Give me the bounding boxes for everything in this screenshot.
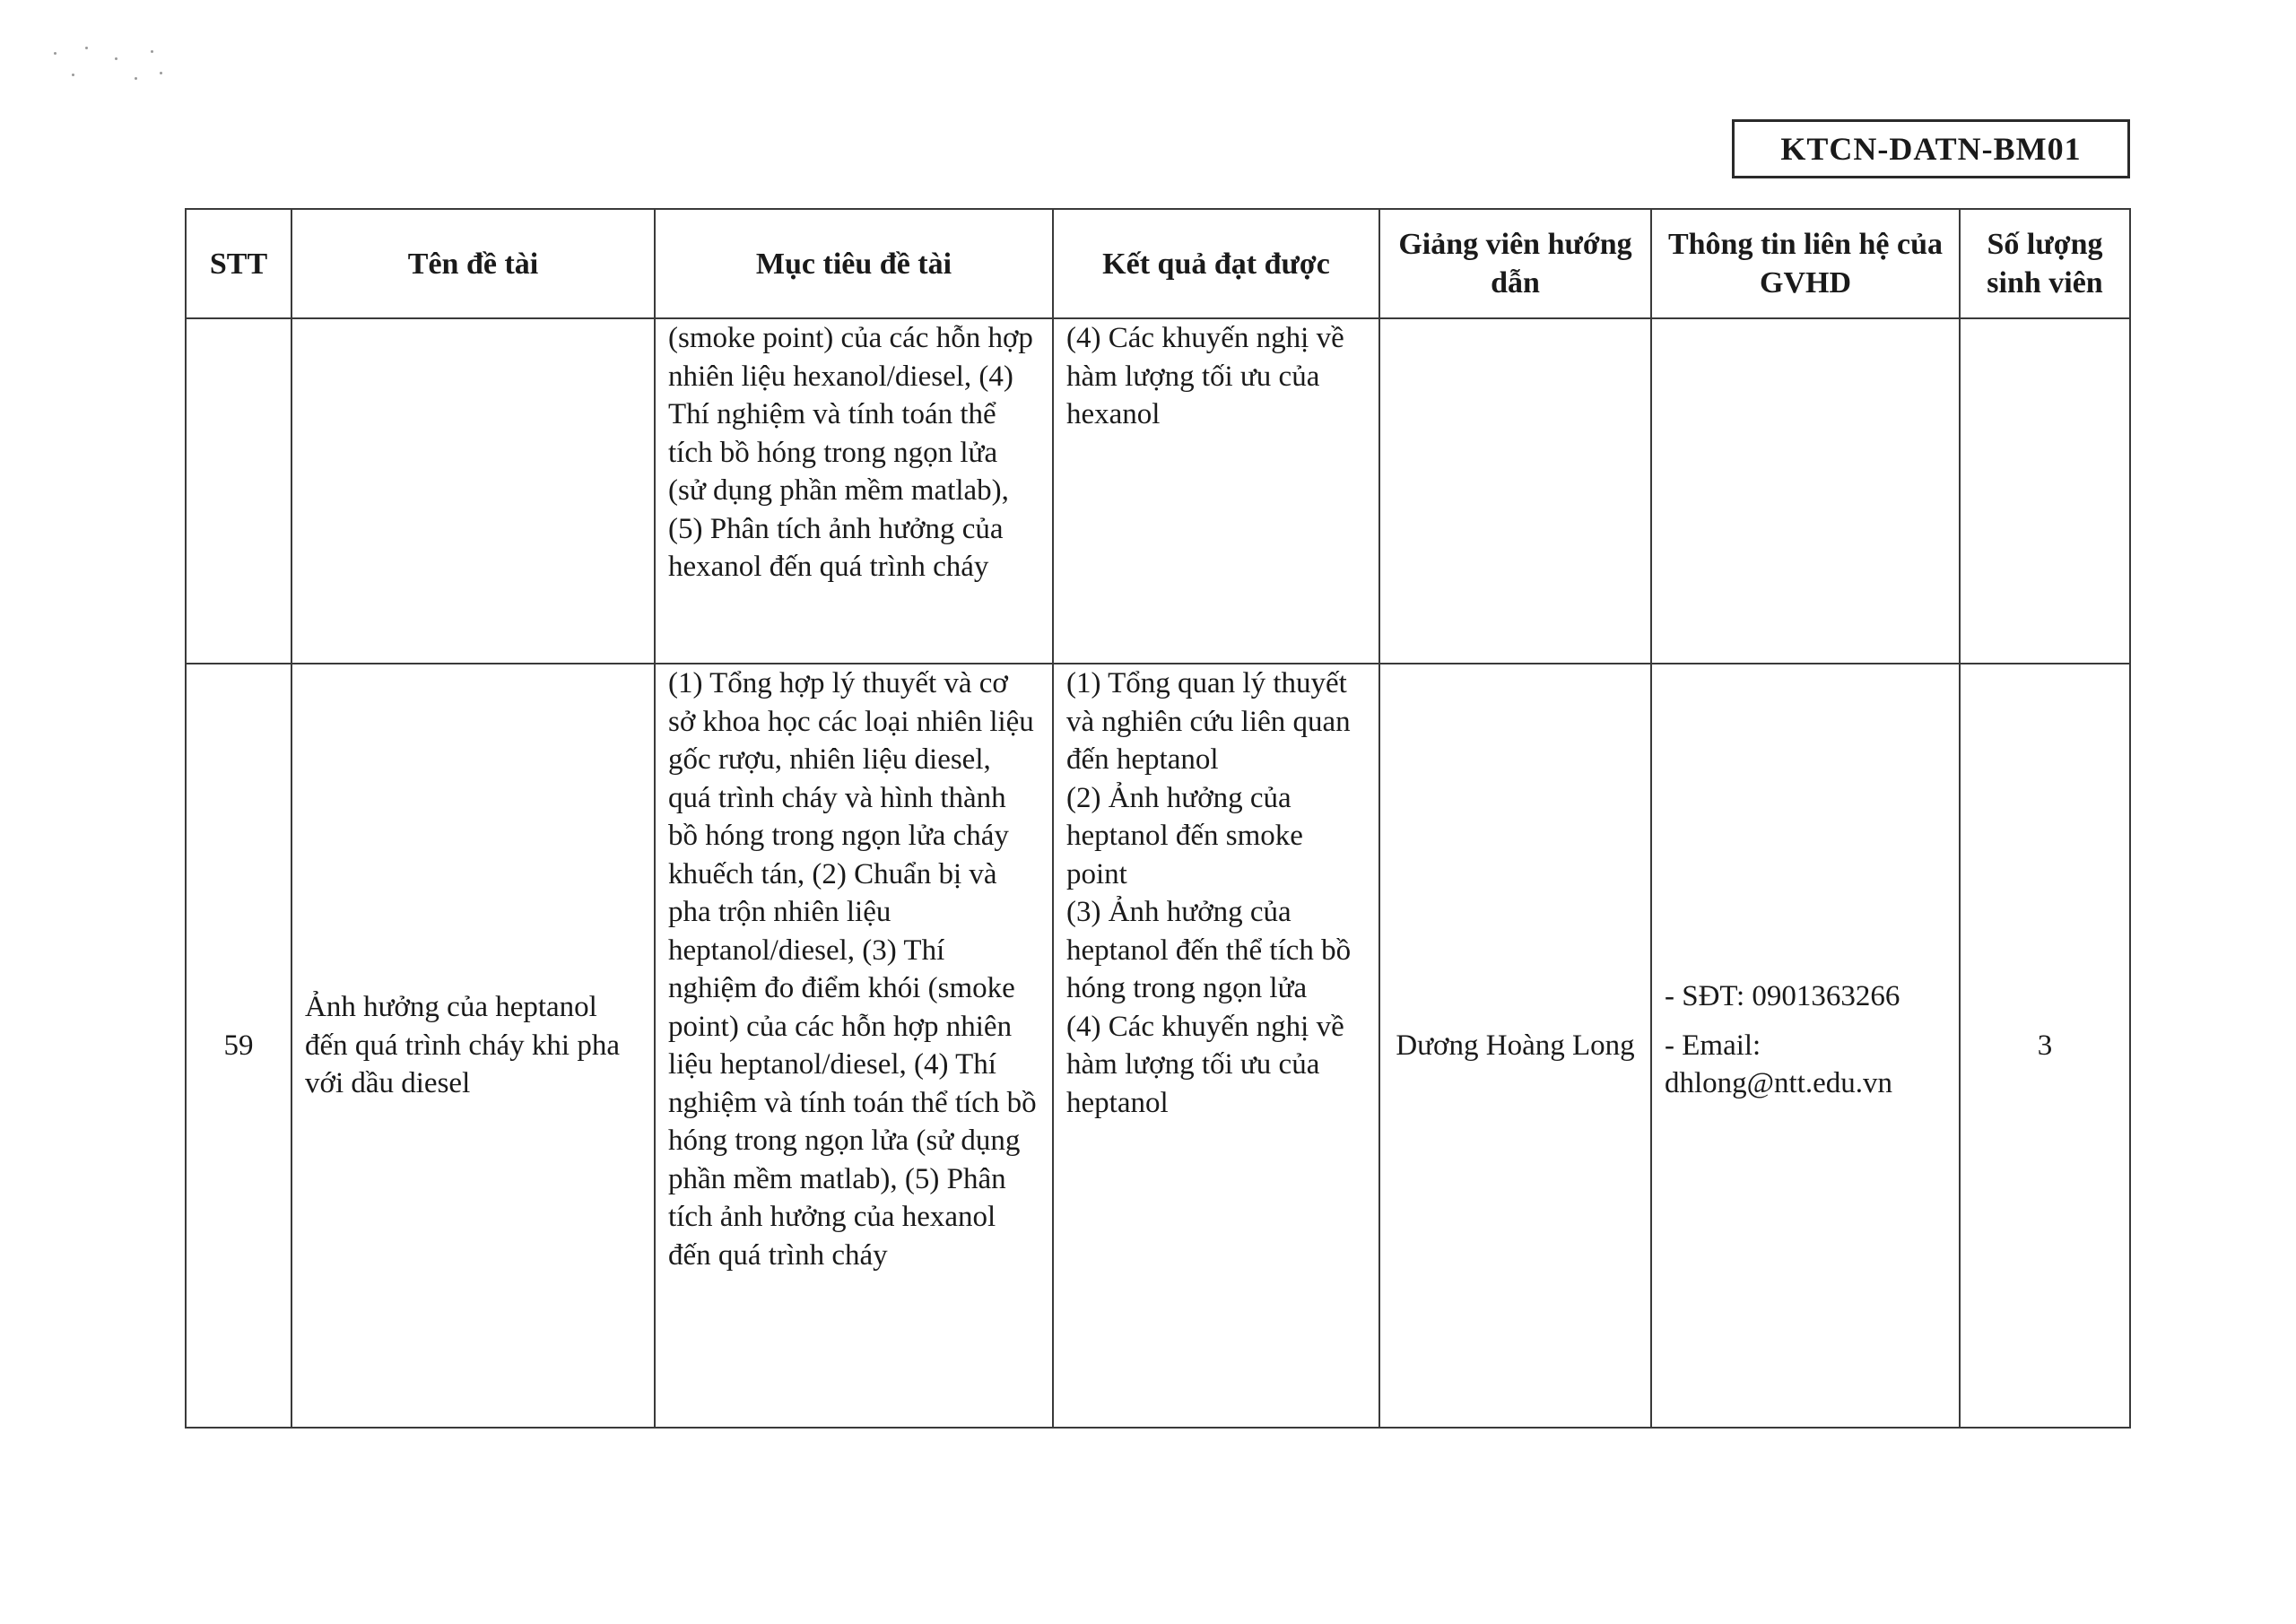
scan-speck [115, 57, 117, 60]
scan-speck [135, 77, 137, 80]
scan-speck [54, 52, 57, 55]
cell-student-count: 3 [1960, 664, 2130, 1428]
header-results: Kết quả đạt được [1053, 209, 1379, 318]
cell-contact [1651, 318, 1960, 664]
table-row [186, 664, 2130, 1428]
contact-email: - Email: dhlong@ntt.edu.vn [1665, 1029, 1893, 1100]
result-item: (4) Các khuyến nghị về hàm lượng tối ưu của hexanol [1066, 322, 1344, 430]
cell-objectives: (1) Tổng hợp lý thuyết và cơ sở khoa học các loại nhiên liệu gốc rượu, nhiên liệu diesel, quá trình cháy và hình thành bồ hóng trong ngọn lửa cháy khuếch tán, (2) Chuẩn bị và pha trộn nhiên liệu heptanol/diesel, (3) Thí nghiệm đo điểm khói (smoke point) của các hỗn hợp nhiên liệu heptanol/diesel, (4) Thí nghiệm và tính toán thể tích bồ hóng trong ngọn lửa (sử dụng phần mềm matlab), (5) Phân tích ảnh hưởng của hexanol đến quá trình cháy [655, 664, 1053, 1428]
header-topic-name: Tên đề tài [291, 209, 655, 318]
result-item: (4) Các khuyến nghị về hàm lượng tối ưu của heptanol [1066, 1010, 1344, 1119]
cell-supervisor: Dương Hoàng Long [1379, 664, 1651, 1428]
header-contact: Thông tin liên hệ của GVHD [1651, 209, 1960, 318]
cell-results [1053, 318, 1379, 664]
contact-phone: - SĐT: 0901363266 [1665, 980, 1900, 1013]
header-supervisor: Giảng viên hướng dẫn [1379, 209, 1651, 318]
scan-speck [151, 50, 153, 53]
cell-topic-name [291, 318, 655, 664]
cell-results [1053, 664, 1379, 1428]
cell-stt [186, 318, 291, 664]
thesis-topics-table [185, 208, 2131, 1429]
cell-stt: 59 [186, 664, 291, 1428]
header-student-count: Số lượng sinh viên [1960, 209, 2130, 318]
table-header-row [186, 209, 2130, 318]
scan-speck [72, 74, 74, 76]
cell-contact [1651, 664, 1960, 1428]
cell-topic-name: Ảnh hưởng của heptanol đến quá trình cháy khi pha với dầu diesel [291, 664, 655, 1428]
scan-speck [85, 47, 88, 49]
result-item: (3) Ảnh hưởng của heptanol đến thể tích bồ hóng trong ngọn lửa [1066, 896, 1352, 1004]
cell-student-count [1960, 318, 2130, 664]
header-objectives: Mục tiêu đề tài [655, 209, 1053, 318]
result-item: (1) Tổng quan lý thuyết và nghiên cứu liên quan đến heptanol [1066, 667, 1351, 776]
header-stt: STT [186, 209, 291, 318]
cell-objectives: (smoke point) của các hỗn hợp nhiên liệu hexanol/diesel, (4) Thí nghiệm và tính toán thể tích bồ hóng trong ngọn lửa (sử dụng phần mềm matlab), (5) Phân tích ảnh hưởng của hexanol đến quá trình cháy [655, 318, 1053, 664]
form-code-box: KTCN-DATN-BM01 [1732, 119, 2130, 178]
result-item: (2) Ảnh hưởng của heptanol đến smoke point [1066, 781, 1303, 890]
table-row [186, 318, 2130, 664]
cell-supervisor [1379, 318, 1651, 664]
scan-speck [160, 72, 162, 74]
